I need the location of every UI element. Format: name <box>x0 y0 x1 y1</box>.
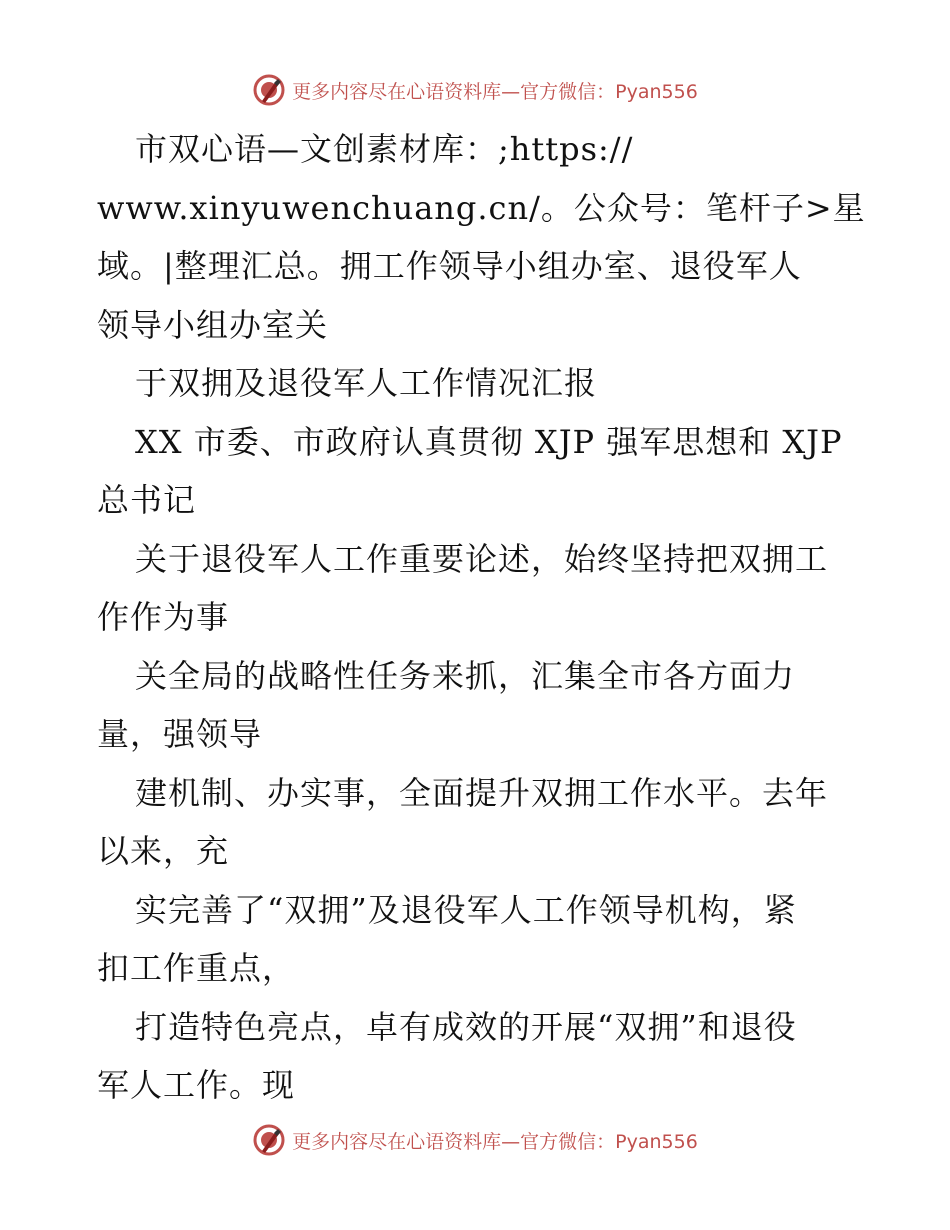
document-body <box>97 120 866 1115</box>
text-line: 域。|整理汇总。拥工作领导小组办室、退役军人 <box>97 247 802 285</box>
text-line: 总书记 <box>97 481 197 519</box>
text-line: 军人工作。现 <box>97 1066 296 1104</box>
text-line: www.xinyuwenchuang.cn/。公众号：笔杆子>星 <box>97 188 866 227</box>
footer-banner <box>0 1120 950 1160</box>
text-line: XX 市委、市政府认真贯彻 XJP 强军思想和 XJP <box>135 422 843 461</box>
text-line: 打造特色亮点，卓有成效的开展“双拥”和退役 <box>135 1007 797 1046</box>
text-line: 市双心语—文创素材库：;https:// <box>135 130 634 168</box>
header-banner-text: 更多内容尽在心语资料库—官方微信：Pyan556 <box>292 80 698 103</box>
text-line: 关于退役军人工作重要论述，始终坚持把双拥工 <box>135 539 829 578</box>
text-line: 建机制、办实事，全面提升双拥工作水平。去年 <box>135 773 829 812</box>
text-line: 关全局的战略性任务来抓，汇集全市各方面力 <box>135 656 796 695</box>
pen-logo-icon <box>252 73 286 107</box>
text-line: 扣工作重点， <box>97 949 296 987</box>
text-line: 作作为事 <box>97 598 230 636</box>
text-line: 领导小组办室关 <box>97 305 329 344</box>
text-line: 量，强领导 <box>97 715 263 753</box>
text-line: 实完善了“双拥”及退役军人工作领导机构，紧 <box>135 890 797 929</box>
footer-banner-text: 更多内容尽在心语资料库—官方微信：Pyan556 <box>292 1130 698 1153</box>
text-line: 以来，充 <box>97 832 230 870</box>
text-line: 于双拥及退役军人工作情况汇报 <box>135 364 598 402</box>
header-banner <box>0 70 950 110</box>
pen-logo-icon <box>252 1123 286 1157</box>
